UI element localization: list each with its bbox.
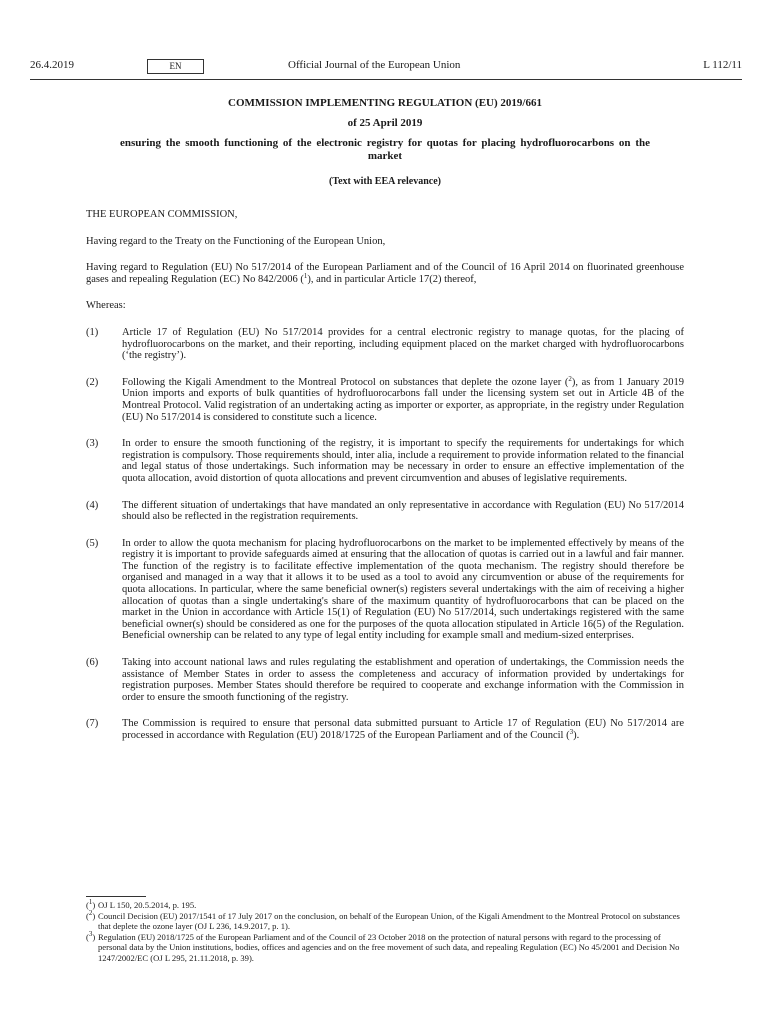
footnote-text: Council Decision (EU) 2017/1541 of 17 July 2017 on the conclusion, on behalf of the European Union, of the Kigali Amendment to the Montreal Protocol on substances that deplete the ozone layer (OJ L 236, 14.9.2017, p. 1).: [98, 910, 680, 932]
commission-line: THE EUROPEAN COMMISSION,: [86, 209, 238, 220]
footnote: ($^1$) OJ L 150, 20.5.2014, p. 195.: [86, 900, 684, 911]
recital-number: (5): [86, 537, 99, 549]
recital-number: (2): [86, 376, 99, 388]
recital-text: In order to allow the quota mechanism for placing hydrofluorocarbons on the market to be implemented effectively by means of the registry it is important to provide safeguards aimed at ensuring that the allocation of quotas is carried out in a lawful and fair manner. The function of the registry is to facilitate effective implementation of the quota mechanism. The registry should therefore be organised and managed in a way that it allows it to be used as a tool to avoid any circumvention or abuse of the requirements for quota allocations. In particular, where the same beneficial owner(s) registers several undertakings with the aim of receiving a higher allocation of quotas than a single undertaking's share of the maximum quantity of hydrofluorocarbons that can be placed on the market in the Union in accordance with Article 15(1) of Regulation (EU) No 517/2014, such undertakings registered with the same beneficial owner(s) should be considered as one for the purposes of the quota allocation stipulated in Article 16(5) of the Regulation. Beneficial ownership can be related to any type of legal entity including for example small and medium-sized enterprises.: [122, 537, 684, 642]
language-badge: EN: [147, 59, 204, 74]
recital: [86, 500, 684, 523]
recital-text: Article 17 of Regulation (EU) No 517/2014 provides for a central electronic registry to manage quotas, for the placing of hydrofluorocarbons on the market, and their reporting, including equipment placed on the market charged with hydrofluorocarbons (‘the registry’).: [122, 326, 684, 362]
recital-number: (7): [86, 718, 99, 730]
recital-number: (6): [86, 657, 99, 669]
footnote-text: OJ L 150, 20.5.2014, p. 195.: [98, 900, 197, 910]
recital: [86, 438, 684, 484]
recital: [86, 657, 684, 703]
footnote-text: Regulation (EU) 2018/1725 of the European Parliament and of the Council of 23 October 2018 on the protection of natural persons with regard to the processing of personal data by the Union institutions, bodies, offices and agencies and on the free movement of such data, and repealing Regulation (EC) No 45/2001 and Decision No 1247/2002/EC (OJ L 295, 21.11.2018, p. 39).: [98, 931, 680, 963]
publication-date: 26.4.2019: [30, 59, 74, 71]
journal-header: [30, 59, 742, 77]
footnote-number: 3: [88, 929, 93, 938]
regulation-title: COMMISSION IMPLEMENTING REGULATION (EU) 2019/661: [228, 97, 542, 109]
title-block: [120, 97, 650, 188]
recital: [86, 538, 684, 642]
footnote-number: 2: [88, 908, 93, 917]
recital: [86, 327, 684, 362]
whereas-line: Whereas:: [86, 300, 126, 312]
footnote-number: 1: [88, 898, 93, 906]
footnote: ($^2$) Council Decision (EU) 2017/1541 of 17 July 2017 on the conclusion, on behalf of the European Union, of the Kigali Amendment to the Montreal Protocol on substances that deplete the ozone layer (OJ L 236, 14.9.2017, p. 1).: [86, 911, 684, 932]
recital: [86, 718, 684, 741]
recital-text: The Commission is required to ensure that personal data submitted pursuant to Article 17 of Regulation (EU) No 517/2014 are processed in accordance with Regulation (EU) 2018/1725 of the European Parliament and of the Council ($^3$).: [122, 718, 684, 741]
regulation-paragraph: Having regard to Regulation (EU) No 517/2014 of the European Parliament and of the Council of 16 April 2014 on fluorinated greenhouse gases and repealing Regulation (EC) No 842/2006 ($^1$), and in particular Article 17(2) thereof,: [86, 262, 684, 285]
page-reference: L 112/11: [703, 59, 742, 71]
header-rule: [30, 79, 742, 80]
recital-number: (3): [86, 438, 99, 450]
footnote: ($^3$) Regulation (EU) 2018/1725 of the European Parliament and of the Council of 23 October 2018 on the protection of natural persons with regard to the processing of personal data by the Union institutions, bodies, offices and agencies and on the free movement of such data, and repealing Regulation (EC) No 45/2001 and Decision No 1247/2002/EC (OJ L 295, 21.11.2018, p. 39).: [86, 932, 684, 964]
recital-text: In order to ensure the smooth functioning of the registry, it is important to specify the requirements for undertakings for which registration is compulsory. Those requirements should, inter alia, include a requirement to provide information related to the financial and legal status of those undertakings. Such information may be necessary in order to ensure an effective implementation of the quota allocation, avoid distortion of quota allocations and prevent circumvention and abuses of legislative requirements.: [122, 438, 684, 484]
footnote-ref[interactable]: 3: [569, 728, 574, 736]
journal-name: Official Journal of the European Union: [288, 59, 461, 71]
treaty-paragraph: Having regard to the Treaty on the Functioning of the European Union,: [86, 235, 386, 247]
footnote-ref[interactable]: 1: [303, 271, 308, 280]
recital-text: Taking into account national laws and rules regulating the establishment and operation of undertakings, the Commission needs the assistance of Member States in order to assess the completeness and accuracy of information provided by undertakings for registration purposes. Member States should therefore be required to cooperate and exchange information with the Commission in order to ensure the smooth functioning of the registry.: [122, 657, 684, 703]
eea-relevance: (Text with EEA relevance): [329, 176, 441, 187]
document-body: [86, 209, 684, 757]
recital-text: The different situation of undertakings that have mandated an only representative in accordance with Regulation (EU) No 517/2014 should also be reflected in the registration requirements.: [122, 499, 684, 523]
recital-number: (4): [86, 499, 99, 511]
regulation-subject: ensuring the smooth functioning of the electronic registry for quotas for placing hydrofluorocarbons on the market: [120, 137, 650, 162]
recital: [86, 374, 684, 423]
recital-text: Following the Kigali Amendment to the Montreal Protocol on substances that deplete the ozone layer ($^2$), as from 1 January 2019 Union imports and exports of bulk quantities of hydrofluorocarbons fall under the licensing system set out in Article 4B of the Montreal Protocol. Valid registration of an undertaking acting as importer or exporter, as appropriate, in the registry under Regulation (EU) No 517/2014 is considered to constitute such a licence.: [122, 374, 684, 423]
footnote-rule: [86, 896, 146, 897]
footnote-ref[interactable]: 2: [568, 374, 572, 383]
regulation-date: of 25 April 2019: [347, 117, 423, 129]
footnotes: [86, 900, 684, 964]
recital-number: (1): [86, 326, 99, 338]
